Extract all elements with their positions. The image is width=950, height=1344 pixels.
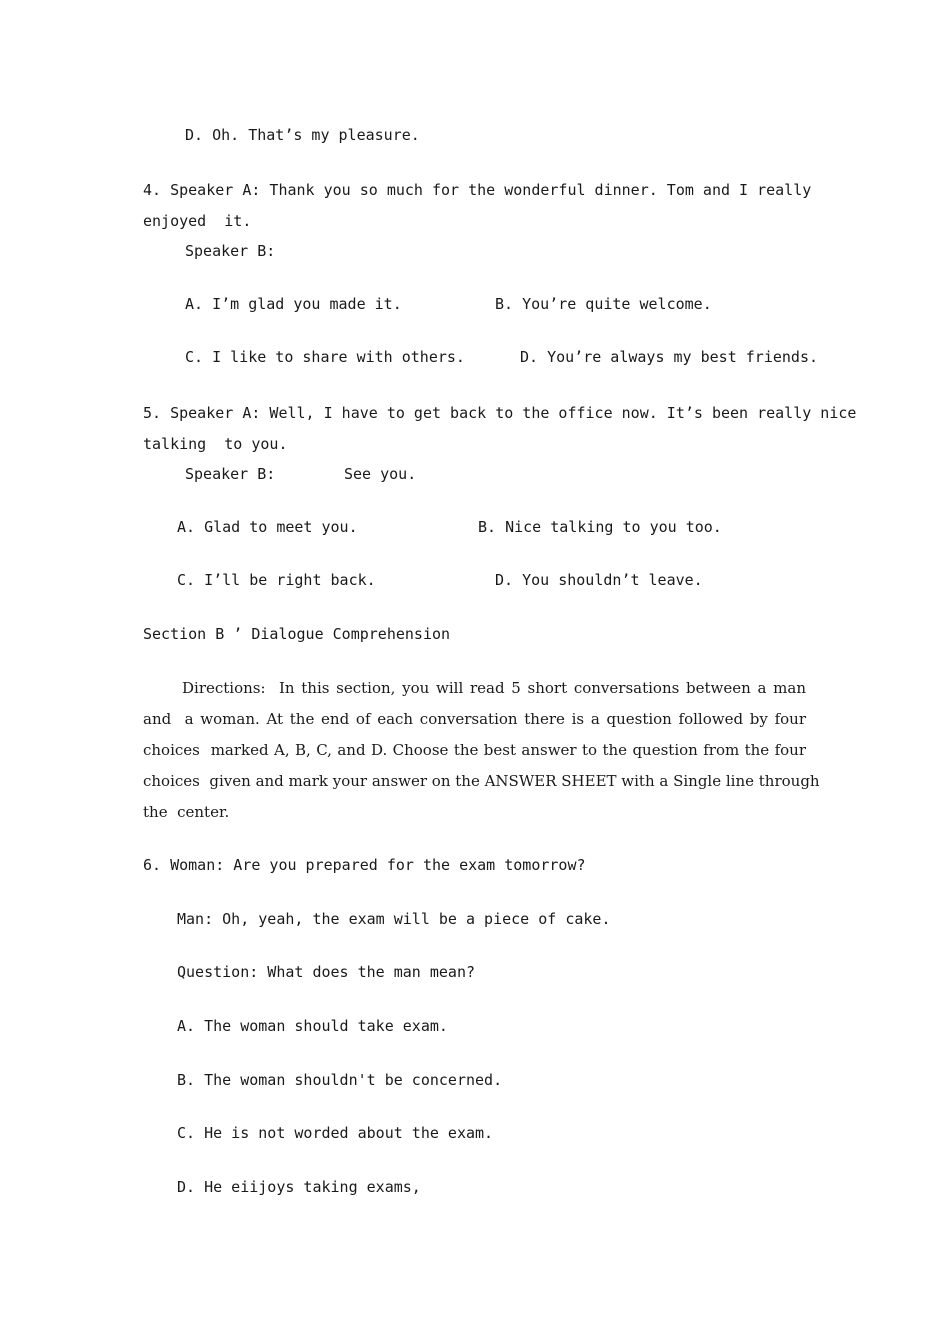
directions-line-2: and a woman. At the end of each conversation there is a question followed by four — [143, 710, 806, 728]
directions-line-4: choices given and mark your answer on the ANSWER SHEET with a Single line through — [143, 772, 820, 790]
q4-option-d: D. You’re always my best friends. — [520, 348, 819, 366]
q6-question: Question: What does the man mean? — [177, 963, 476, 981]
q4-prompt-line2: enjoyed it. — [143, 212, 252, 230]
q5-prompt-line1: 5. Speaker A: Well, I have to get back to the office now. It’s been really nice — [143, 404, 857, 422]
q6-option-c: C. He is not worded about the exam. — [177, 1124, 494, 1142]
q4-option-c: C. I like to share with others. — [185, 348, 465, 366]
q5-speaker-b: Speaker B: — [185, 465, 276, 483]
q5-option-a: A. Glad to meet you. — [177, 518, 358, 536]
q5-option-b: B. Nice talking to you too. — [478, 518, 722, 536]
q6-option-a: A. The woman should take exam. — [177, 1017, 448, 1035]
q5-option-c: C. I’ll be right back. — [177, 571, 376, 589]
q6-woman-line: 6. Woman: Are you prepared for the exam tomorrow? — [143, 856, 586, 874]
q5-option-d: D. You shouldn’t leave. — [495, 571, 703, 589]
section-b-heading: Section B ’ Dialogue Comprehension — [143, 625, 451, 643]
directions-line-5: the center. — [143, 803, 230, 821]
q3-option-d: D. Oh. That’s my pleasure. — [185, 126, 420, 144]
directions-line-1: Directions: In this section, you will read 5 short conversations between a man — [182, 679, 806, 697]
q4-prompt-line1: 4. Speaker A: Thank you so much for the wonderful dinner. Tom and I really — [143, 181, 812, 199]
q5-speaker-b-text: See you. — [344, 465, 417, 483]
q6-option-b: B. The woman shouldn't be concerned. — [177, 1071, 503, 1089]
directions-line-3: choices marked A, B, C, and D. Choose the best answer to the question from the four — [143, 741, 806, 759]
q6-option-d: D. He eiijoys taking exams, — [177, 1178, 421, 1196]
q4-speaker-b: Speaker B: — [185, 242, 276, 260]
q4-option-a: A. I’m glad you made it. — [185, 295, 402, 313]
q5-prompt-line2: talking to you. — [143, 435, 288, 453]
q6-man-line: Man: Oh, yeah, the exam will be a piece of cake. — [177, 910, 611, 928]
q4-option-b: B. You’re quite welcome. — [495, 295, 712, 313]
